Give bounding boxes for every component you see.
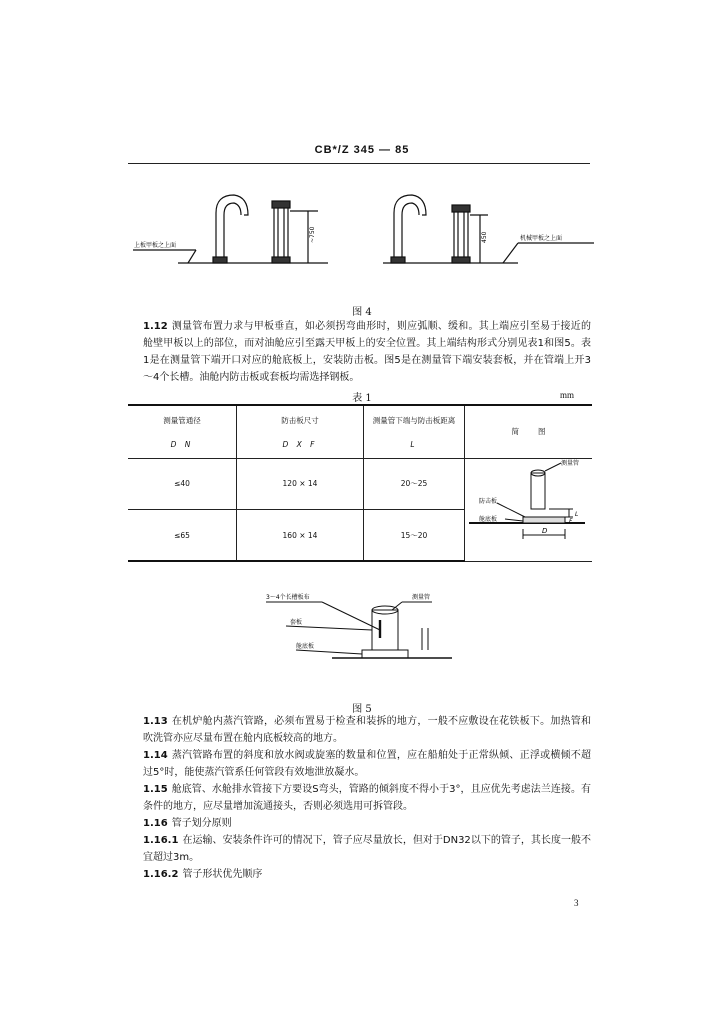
sketch-label-pipe: 测量管	[560, 459, 579, 467]
section-number: 1.12	[143, 321, 168, 332]
section-number: 1.13	[143, 716, 168, 727]
cell-size: 160 × 14	[237, 510, 364, 562]
section-text: 在机炉舱内蒸汽管路，必须布置易于检查和装拆的地方，一般不应敷设在花铁板下。加热管和吹洗管亦应尽量布置在舱内底板较高的地方。	[143, 716, 591, 744]
fig5-base-plate	[362, 650, 408, 658]
fig5-label-slots: 3～4个长槽板布	[266, 594, 310, 601]
table-1-unit: mm	[560, 390, 575, 400]
fig4-dim-right: 450	[481, 231, 488, 243]
section-number: 1.16.1	[143, 835, 179, 846]
sketch-label-f: F	[568, 517, 572, 525]
cell-distance: 20～25	[364, 458, 465, 510]
header-size: 防击板尺寸 D X F	[237, 405, 364, 458]
table-1	[128, 404, 592, 562]
section-1-16-1	[143, 832, 591, 866]
section-text: 蒸汽管路布置的斜度和放水阀或旋塞的数量和位置，应在船舶处于正常纵倾、正浮或横倾不超过5°时，能使蒸汽管系任何管段有效地泄放凝水。	[143, 750, 591, 778]
cell-dn: ≤40	[128, 458, 237, 510]
fig5-sleeve	[372, 610, 398, 650]
section-text: 管子形状优先顺序	[182, 869, 263, 880]
fig5-label-pipe: 测量管	[412, 594, 431, 601]
header-distance: 测量管下端与防击板距离 L	[364, 405, 465, 458]
impact-plate	[523, 517, 565, 523]
section-1-13	[143, 713, 591, 747]
table-1-title: 表 1	[352, 393, 372, 404]
sketch-cell	[465, 458, 593, 561]
document-number: CB*/Z 345 — 85	[314, 144, 410, 156]
sketch-label-plate: 防击板	[478, 497, 497, 505]
header-dn: 测量管通径 D N	[128, 405, 237, 458]
fig4-label-right: 机械甲板之上面	[520, 235, 563, 242]
sounding-pipe	[531, 473, 545, 509]
figure-5-caption: 图 5	[352, 704, 372, 715]
section-number: 1.16	[143, 818, 168, 829]
fig4-label-left: 上板甲板之上面	[134, 242, 177, 249]
section-number: 1.15	[143, 784, 168, 795]
sketch-label-d: D	[541, 526, 547, 535]
section-number: 1.16.2	[143, 869, 179, 880]
section-text: 舱底管、水舱排水管接下方要设S弯头，管路的倾斜度不得小于3°，且应优先考虑法兰连接。有条件的地方，应尽量增加流通接头，否则必须选用可拆管段。	[143, 784, 591, 812]
pipe-flange-left	[213, 257, 227, 263]
fig5-label-sleeve: 套板	[290, 619, 303, 626]
header-sketch: 简 图	[465, 405, 593, 458]
sketch-label-l: L	[574, 510, 578, 518]
section-text: 在运输、安装条件许可的情况下，管子应尽量放长，但对于DN32以下的管子，其长度一般不宜超过3m。	[143, 835, 591, 863]
table-1-sketch	[469, 459, 589, 559]
figure-4-drawing	[128, 185, 598, 280]
section-1-15	[143, 781, 591, 815]
bent-pipe-right	[394, 195, 426, 261]
bent-pipe-left	[216, 195, 248, 261]
sketch-label-bottom: 舱底板	[478, 515, 497, 523]
fig4-dim-left: ~750	[309, 226, 316, 243]
figure-4-caption: 图 4	[352, 307, 372, 318]
table-row	[128, 458, 592, 510]
cell-size: 120 × 14	[237, 458, 364, 510]
section-1-12	[143, 318, 591, 386]
cell-dn: ≤65	[128, 510, 237, 562]
cell-distance: 15～20	[364, 510, 465, 562]
section-1-16-2	[143, 866, 591, 883]
section-number: 1.14	[143, 750, 168, 761]
section-text: 测量管布置力求与甲板垂直，如必须拐弯曲形时，则应弧顺、缓和。其上端应引至易于接近的舱壁甲板以上的部位，而对油舱应引至露天甲板上的安全位置。其上端结构形式分别见表1和图5。表1是在测量管下端开口对应的舱底板上，安装防击板。图5是在测量管下端安装套板，并在管端上开3～4个长槽。油舱内防击板或套板均需选择钢板。	[143, 321, 591, 383]
figure-5-drawing	[262, 588, 462, 670]
section-1-14	[143, 747, 591, 781]
header-rule	[128, 163, 590, 164]
table-header-row	[128, 405, 592, 458]
straight-pipe-right	[454, 209, 468, 261]
straight-pipe-left	[274, 205, 288, 261]
page-number: 3	[574, 898, 579, 908]
section-text: 管子划分原则	[171, 818, 232, 829]
section-1-16	[143, 815, 591, 832]
fig5-label-bottom: 舱底板	[296, 643, 315, 650]
